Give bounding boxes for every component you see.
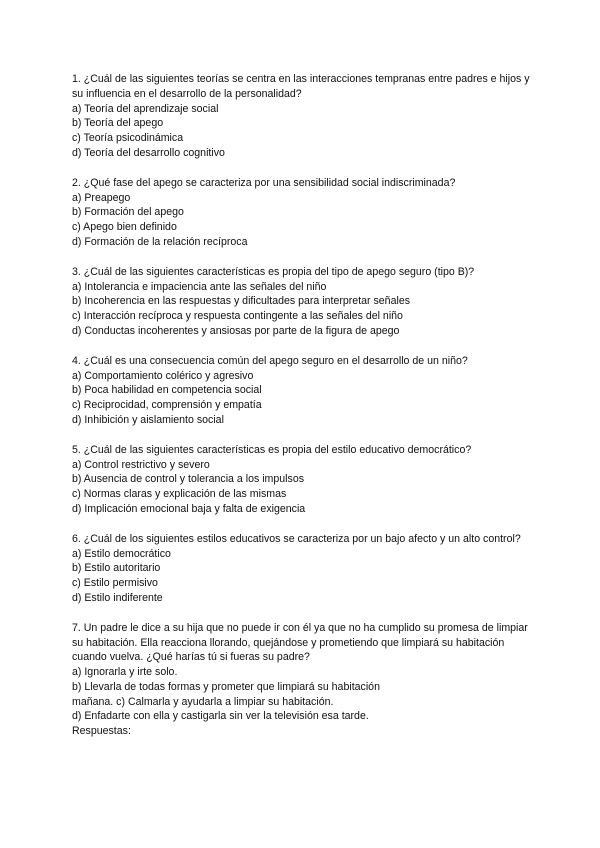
question-3: [72, 265, 532, 339]
question-stem: 3. ¿Cuál de las siguientes características es propia del tipo de apego seguro (tipo B)?: [72, 265, 475, 278]
answer-option: d) Formación de la relación recíproca: [72, 235, 248, 248]
question-5: [72, 443, 532, 517]
answer-option: d) Teoría del desarrollo cognitivo: [72, 146, 225, 159]
answer-option: d) Inhibición y aislamiento social: [72, 413, 224, 426]
answer-option: a) Ignorarla y irte solo.: [72, 666, 178, 679]
question-stem: 5. ¿Cuál de las siguientes características es propia del estilo educativo democrático?: [72, 443, 472, 456]
answer-option: a) Teoría del aprendizaje social: [72, 102, 219, 115]
answer-option: a) Intolerancia e impaciencia ante las señales del niño: [72, 280, 327, 293]
answer-option: b) Ausencia de control y tolerancia a los impulsos: [72, 473, 305, 486]
question-stem: 2. ¿Qué fase del apego se caracteriza por una sensibilidad social indiscriminada?: [72, 176, 456, 189]
answer-option: c) Reciprocidad, comprensión y empatía: [72, 399, 262, 412]
question-stem: 4. ¿Cuál es una consecuencia común del apego seguro en el desarrollo de un niño?: [72, 354, 468, 367]
answer-option: a) Control restrictivo y severo: [72, 458, 210, 471]
question-stem: 7. Un padre le dice a su hija que no puede ir con él ya que no ha cumplido su promesa de limpiar su habitación. Ella reacciona llorando, quejándose y prometiendo que limpiará su habitación cuando vuelva. ¿Qué harías tú si fueras su padre?: [72, 621, 528, 664]
answer-option: c) Apego bien definido: [72, 221, 177, 234]
answer-option: b) Incoherencia en las respuestas y dificultades para interpretar señales: [72, 295, 411, 308]
answer-option: d) Enfadarte con ella y castigarla sin ver la televisión esa tarde.: [72, 710, 369, 723]
answer-option: a) Estilo democrático: [72, 547, 171, 560]
answer-option: c) Normas claras y explicación de las mismas: [72, 488, 287, 501]
answer-option: b) Formación del apego: [72, 206, 184, 219]
question-stem: 1. ¿Cuál de las siguientes teorías se centra en las interacciones tempranas entre padres e hijos y su influencia en el desarrollo de la personalidad?: [72, 73, 530, 100]
question-stem: 6. ¿Cuál de los siguientes estilos educativos se caracteriza por un bajo afecto y un alto control?: [72, 532, 521, 545]
question-4: [72, 354, 532, 428]
answer-option: mañana. c) Calmarla y ayudarla a limpiar su habitación.: [72, 695, 334, 708]
answer-option: d) Estilo indiferente: [72, 591, 163, 604]
question-7: [72, 621, 532, 739]
answer-option: c) Teoría psicodinámica: [72, 132, 184, 145]
answer-option: d) Conductas incoherentes y ansiosas por parte de la figura de apego: [72, 324, 400, 337]
answer-option: a) Preapego: [72, 191, 131, 204]
answer-option: b) Poca habilidad en competencia social: [72, 384, 262, 397]
answer-option: b) Teoría del apego: [72, 117, 164, 130]
answer-option: b) Estilo autoritario: [72, 562, 161, 575]
answer-option: c) Estilo permisivo: [72, 577, 158, 590]
question-1: [72, 72, 532, 161]
answer-option: a) Comportamiento colérico y agresivo: [72, 369, 254, 382]
question-2: [72, 176, 532, 250]
answers-heading: Respuestas:: [72, 725, 131, 738]
document-page: [72, 72, 532, 754]
question-6: [72, 532, 532, 606]
answer-option: b) Llevarla de todas formas y prometer que limpiará su habitación: [72, 680, 380, 693]
answer-option: c) Interacción recíproca y respuesta contingente a las señales del niño: [72, 310, 403, 323]
answer-option: d) Implicación emocional baja y falta de exigencia: [72, 502, 306, 515]
